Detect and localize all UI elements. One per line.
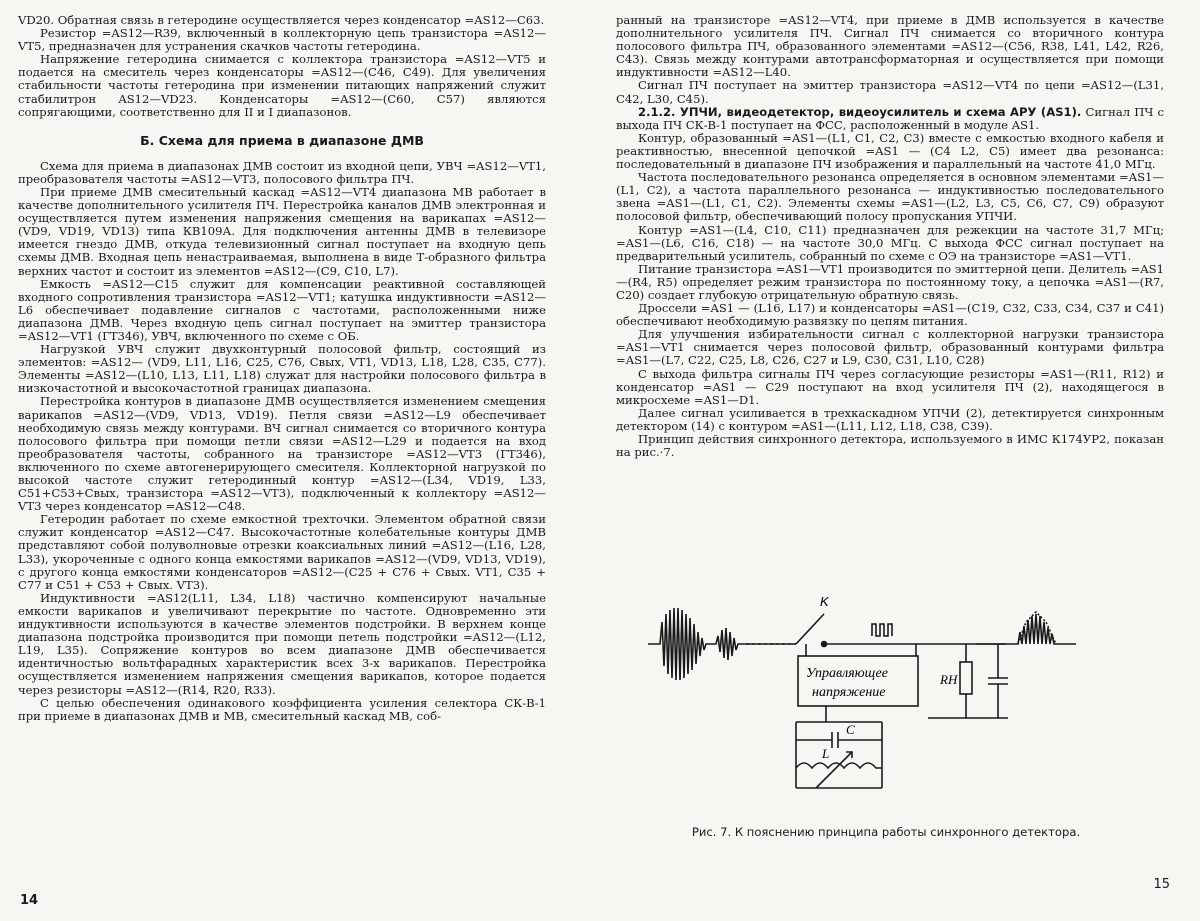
control-pulses: [872, 624, 892, 636]
paragraph: Нагрузкой УВЧ служит двухконтурный полосовой фильтр, состоящий из элементов: =AS12— (VD9, L11, L16, C25, C76, Cвых, VT1, VD13, L18, L28, C35, C77). Элементы =AS12—(L10, L13, L11, L18) служат для настройки полосового фильтра в низкочастотной и высокочастотной границах диапазона.: [18, 342, 546, 396]
paragraph: Резистор =AS12—R39, включенный в коллекторную цепь транзистора =AS12—VT5, предназначен для устранения скачков частоты гетеродина.: [18, 26, 546, 54]
paragraph: При приеме ДМВ смесительный каскад =AS12—VT4 диапазона МВ работает в качестве дополнительного усилителя ПЧ. Перестройка каналов ДМВ электронная и осуществляется путем изменения напряжения смещения на варикапах =AS12—(VD9, VD19, VD13) типа КВ109А. Для подключения антенны ДМВ в телевизоре имеется гнездо ДМВ, откуда телевизионный сигнал поступает на входную цепь схемы ДМВ. Входная цепь ненастраиваемая, выполнена в виде Т-образного фильтра верхних частот и состоит из элементов =AS12—(C9, C10, L7).: [18, 184, 546, 278]
paragraph: Питание транзистора =AS1—VT1 производится по эмиттерной цепи. Делитель =AS1—(R4, R5) определяет режим транзистора по постоянному току, а цепочка =AS1—(R7, C20) создает глубокую отрицательную обратную связь.: [616, 261, 1164, 302]
paragraph: Частота последовательного резонанса определяется в основном элементами =AS1—(L1, C2), а частота параллельного резонанса — индуктивностью последовательного звена =AS1—(L1, C1, C2). Элементы схемы =AS1—(L2, L3, C5, C6, C7, C9) образуют полосовой фильтр, обеспечивающий полосу пропускания УПЧИ.: [616, 170, 1164, 224]
load-resistor: [960, 662, 972, 694]
box-label-line2: напряжение: [812, 685, 886, 700]
paragraph: Емкость =AS12—C15 служит для компенсации реактивной составляющей входного сопротивления транзистора =AS12—VT1; катушка индуктивности =AS12—L6 обеспечивает подавление сигналов с частотами, расположенными ниже диапазона ДМВ. Через входную цепь сигнал поступает на эмиттер транзистора =AS12—VT1 (ГТ346), УВЧ, включенного по схеме с ОБ.: [18, 276, 546, 343]
circuit-diagram: [646, 592, 1116, 812]
input-waveform: [648, 608, 796, 680]
paragraph: С целью обеспечения одинакового коэффициента усиления селектора СК-В-1 при приеме в диапазонах ДМВ и МВ, смесительный каскад МВ, соб-: [18, 695, 546, 723]
section-title: 2.1.2. УПЧИ, видеодетектор, видеоусилитель и схема АРУ (AS1).: [638, 104, 1082, 119]
paragraph: Принцип действия синхронного детектора, используемого в ИМС К174УР2, показан на рис.·7.: [616, 432, 1164, 460]
switch-arm: [796, 614, 824, 644]
right-column: [616, 14, 1164, 459]
paragraph: Контур, образованный =AS1—(L1, C1, C2, C3) вместе с емкостью входного кабеля и реактивностью, внесенной цепочкой =AS1 — (C4 L2, C5) имеет два резонанса: последовательный в диапазоне ПЧ изображения и параллельный на частоте 41,0 МГц.: [616, 130, 1164, 172]
page-number: 15: [1153, 877, 1170, 892]
resistor-label: RН: [940, 672, 958, 687]
paragraph: Для улучшения избирательности сигнал с коллекторной нагрузки транзистора =AS1—VT1 снимается через полосовой фильтр, образованный контурами фильтра =AS1—(L7, C22, C25, L8, C26, C27 и L9, C30, C31, L10, C28): [616, 327, 1164, 368]
page-number: 14: [20, 893, 39, 908]
section-paragraph: [616, 106, 1164, 132]
paragraph: Перестройка контуров в диапазоне ДМВ осуществляется изменением смещения варикапов =AS12—(VD9, VD13, VD19). Петля связи =AS12—L9 обеспечивает необходимую связь между контурами. ВЧ сигнал снимается со вторичного контура полосового фильтра при помощи петли связи =AS12—L29 и подается на вход преобразователя частоты, собранного на транзисторе =AS12—VT3 (ГТ346), включенного по схеме автогенерирующего смесителя. Коллекторной нагрузкой по высокой частоте служит гетеродинный контур =AS12—(L34, VD19, L33, C51+C53+Cвых, транзистора =AS12—VT3), подключенный к коллектору =AS12—VT3 через конденсатор =AS12—C48.: [18, 394, 546, 514]
paragraph: Индуктивности =AS12(L11, L34, L18) частично компенсируют начальные емкости варикапов и увеличивают перекрытие по частоте. Одновременно эти индуктивности используются в качестве элементов подстройки. В верхнем конце диапазона подстройка производится при помощи петель подстройки =AS12—(L12, L19, L35). Сопряжение контуров во всем диапазоне ДМВ обеспечивается идентичностью вольтфарадных характеристик всех 3-х варикапов. Перестройка осуществляется изменением напряжения смещения варикапов, которое подается через резисторы =AS12—(R14, R20, R33).: [18, 590, 546, 697]
paragraph: Схема для приема в диапазонах ДМВ состоит из входной цепи, УВЧ =AS12—VT1, преобразователя частоты =AS12—VT3, полосового фильтра ПЧ.: [18, 158, 546, 186]
paragraph: Сигнал ПЧ поступает на эмиттер транзистора =AS12—VT4 по цепи =AS12—(L31, C42, L30, C45).: [616, 78, 1164, 106]
figure-caption: Рис. 7. К пояснению принципа работы синхронного детектора.: [691, 825, 1081, 839]
paragraph: С выхода фильтра сигналы ПЧ через согласующие резисторы =AS1—(R11, R12) и конденсатор =AS1 — C29 поступают на вход усилителя ПЧ (2), находящегося в микросхеме =AS1—D1.: [616, 366, 1164, 407]
capacitor-label: C: [846, 722, 855, 737]
paragraph: ранный на транзисторе =AS12—VT4, при приеме в ДМВ используется в качестве дополнительного усилителя ПЧ. Сигнал ПЧ снимается со вторичного контура полосового фильтра ПЧ, образованного элементами =AS12—(C56, R38, L41, L42, R26, C43). Связь между контурами автотрансформаторная и осуществляется при помощи индуктивности =AS12—L40.: [616, 13, 1164, 80]
synchronous-detector-figure: [646, 592, 1116, 812]
section-heading: Б. Схема для приема в диапазоне ДМВ: [140, 132, 424, 148]
output-waveform: [976, 614, 1076, 644]
inductor-label: L: [822, 746, 830, 761]
switch-label: K: [820, 594, 829, 609]
left-column: [18, 14, 546, 723]
paragraph: Гетеродин работает по схеме емкостной трехточки. Элементом обратной связи служит конденсатор =AS12—C47. Высокочастотные колебательные контуры ДМВ представляют собой полуволновые отрезки коаксиальных линий =AS12—(L16, L28, L33), укороченные с одного конца емкостями варикапов =AS12—(VD9, VD13, VD19), с другого конца емкостями конденсаторов =AS12—(C25 + C76 + Cвых. VT1, C35 + C77 и C51 + C53 + Cвых. VT3).: [18, 512, 546, 592]
paragraph: VD20. Обратная связь в гетеродине осуществляется через конденсатор =AS12—C63.: [18, 13, 545, 27]
paragraph: Дроссели =AS1 — (L16, L17) и конденсаторы =AS1—(C19, C32, C33, C34, C37 и C41) обеспечивают необходимую развязку по цепям питания.: [616, 301, 1164, 329]
box-label-line1: Управляющее: [806, 666, 888, 681]
paragraph: Далее сигнал усиливается в трехкаскадном УПЧИ (2), детектируется синхронным детектором (14) с контуром =AS1—(L11, L12, L18, C38, C39).: [616, 405, 1164, 433]
section-text: Сигнал ПЧ с выхода ПЧ СК-В-1 поступает на ФСС, расположенный в модуле AS1.: [616, 104, 1164, 132]
paragraph: Контур =AS1—(L4, C10, C11) предназначен для режекции на частоте 31,7 МГц; =AS1—(L6, C16, C18) — на частоте 30,0 МГц. С выхода ФСС сигнал поступает на предварительный усилитель, собранный по схеме с ОЭ на транзисторе =AS1—VT1.: [616, 222, 1164, 263]
paragraph: Напряжение гетеродина снимается с коллектора транзистора =AS12—VT5 и подается на смеситель через конденсаторы =AS12—(C46, C49). Для увеличения стабильности частоты гетеродина при изменении питающих напряжений служит стабилитрон AS12—VD23. Конденсаторы =AS12—(C60, C57) являются сопрягающими, соответственно для II и I диапазонов.: [18, 52, 546, 119]
